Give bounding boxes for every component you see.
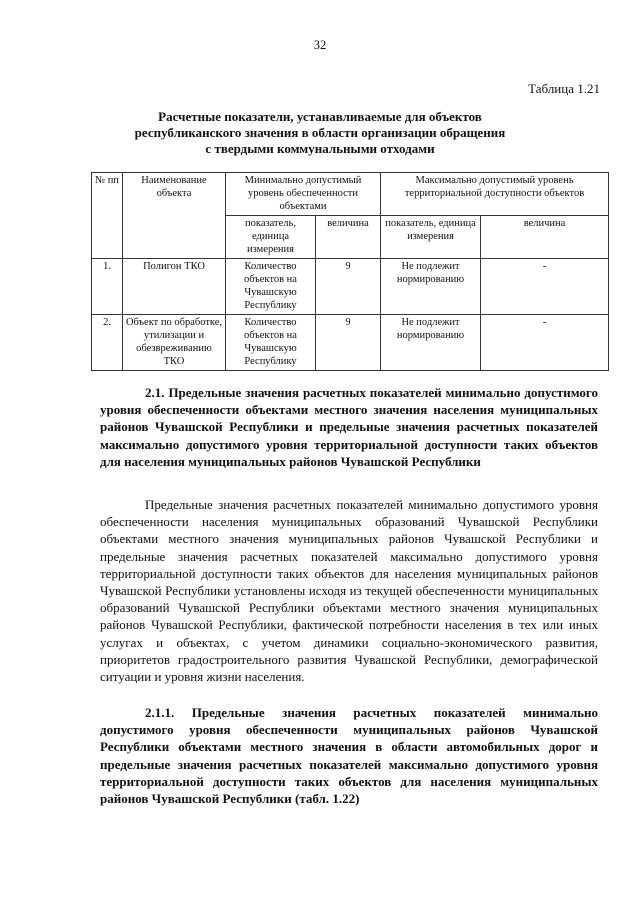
header-min-group: Минимально допустимый уровень обеспеченности объектами: [226, 173, 381, 216]
header-min-indicator: показатель, единица измерения: [226, 216, 316, 259]
section-2-1-1-heading: 2.1.1. Предельные значения расчетных показателей минимально допустимого уровня обеспеченности муниципальных районов Чувашской Республики объектами местного значения в области автомобильных дорог и предельные значения расчетных показателей максимально допустимого уровня территориальной доступности таких объектов для населения муниципальных районов Чувашской Республики (табл. 1.22): [100, 705, 598, 807]
row-name: Объект по обработке, утилизации и обезвреживанию ТКО: [123, 315, 226, 371]
table-title-line-2: республиканского значения в области организации обращения: [134, 125, 506, 140]
header-max-group: Максимально допустимый уровень территориальной доступности объектов: [381, 173, 609, 216]
table-label: Таблица 1.21: [528, 81, 600, 96]
page-number: 32: [313, 38, 327, 52]
header-name: Наименование объекта: [123, 173, 226, 259]
section-2-1-paragraph: Предельные значения расчетных показателей минимально допустимого уровня обеспеченности населения муниципальных образований Чувашской Республики объектами местного значения муниципальных районов Чувашской Республики и предельные значения расчетных показателей максимально допустимого уровня территориальной доступности таких объектов для населения муниципальных районов Чувашской Республики установлены исходя из текущей обеспеченности муниципальных образований Чувашской Республики объектами местного значения муниципальных районов Чувашской Республики, фактической потребности населения в тех или иных услугах и объектах, с учетом динамики социально-экономического развития, приоритетов градостроительного развития Чувашской Республики, демографической ситуации и уровня жизни населения.: [100, 497, 598, 685]
header-max-indicator: показатель, единица измерения: [381, 216, 481, 259]
row-max-value: -: [481, 315, 609, 371]
section-2-1-heading: 2.1. Предельные значения расчетных показателей минимально допустимого уровня обеспеченности объектами местного значения населения муниципальных районов Чувашской Республики и предельные значения расчетных показателей максимально допустимого уровня территориальной доступности таких объектов для населения муниципальных районов Чувашской Республики: [100, 385, 598, 469]
table-title-line-1: Расчетные показатели, устанавливаемые для объектов: [158, 109, 482, 124]
row-max-indicator: Не подлежит нормированию: [381, 259, 481, 315]
header-max-value: величина: [481, 216, 609, 259]
table-row: [92, 259, 609, 315]
row-min-value: 9: [316, 315, 381, 371]
table-title: [90, 109, 550, 157]
row-min-indicator: Количество объектов на Чувашскую Республику: [226, 315, 316, 371]
row-max-value: -: [481, 259, 609, 315]
row-num: 1.: [92, 259, 123, 315]
row-max-indicator: Не подлежит нормированию: [381, 315, 481, 371]
header-min-value: величина: [316, 216, 381, 259]
table-header-row: [92, 173, 609, 216]
row-name: Полигон ТКО: [123, 259, 226, 315]
table-title-line-3: с твердыми коммунальными отходами: [205, 141, 435, 156]
row-min-value: 9: [316, 259, 381, 315]
data-table: [91, 172, 609, 371]
table-row: [92, 315, 609, 371]
row-min-indicator: Количество объектов на Чувашскую Республику: [226, 259, 316, 315]
header-num: № пп: [92, 173, 123, 259]
row-num: 2.: [92, 315, 123, 371]
